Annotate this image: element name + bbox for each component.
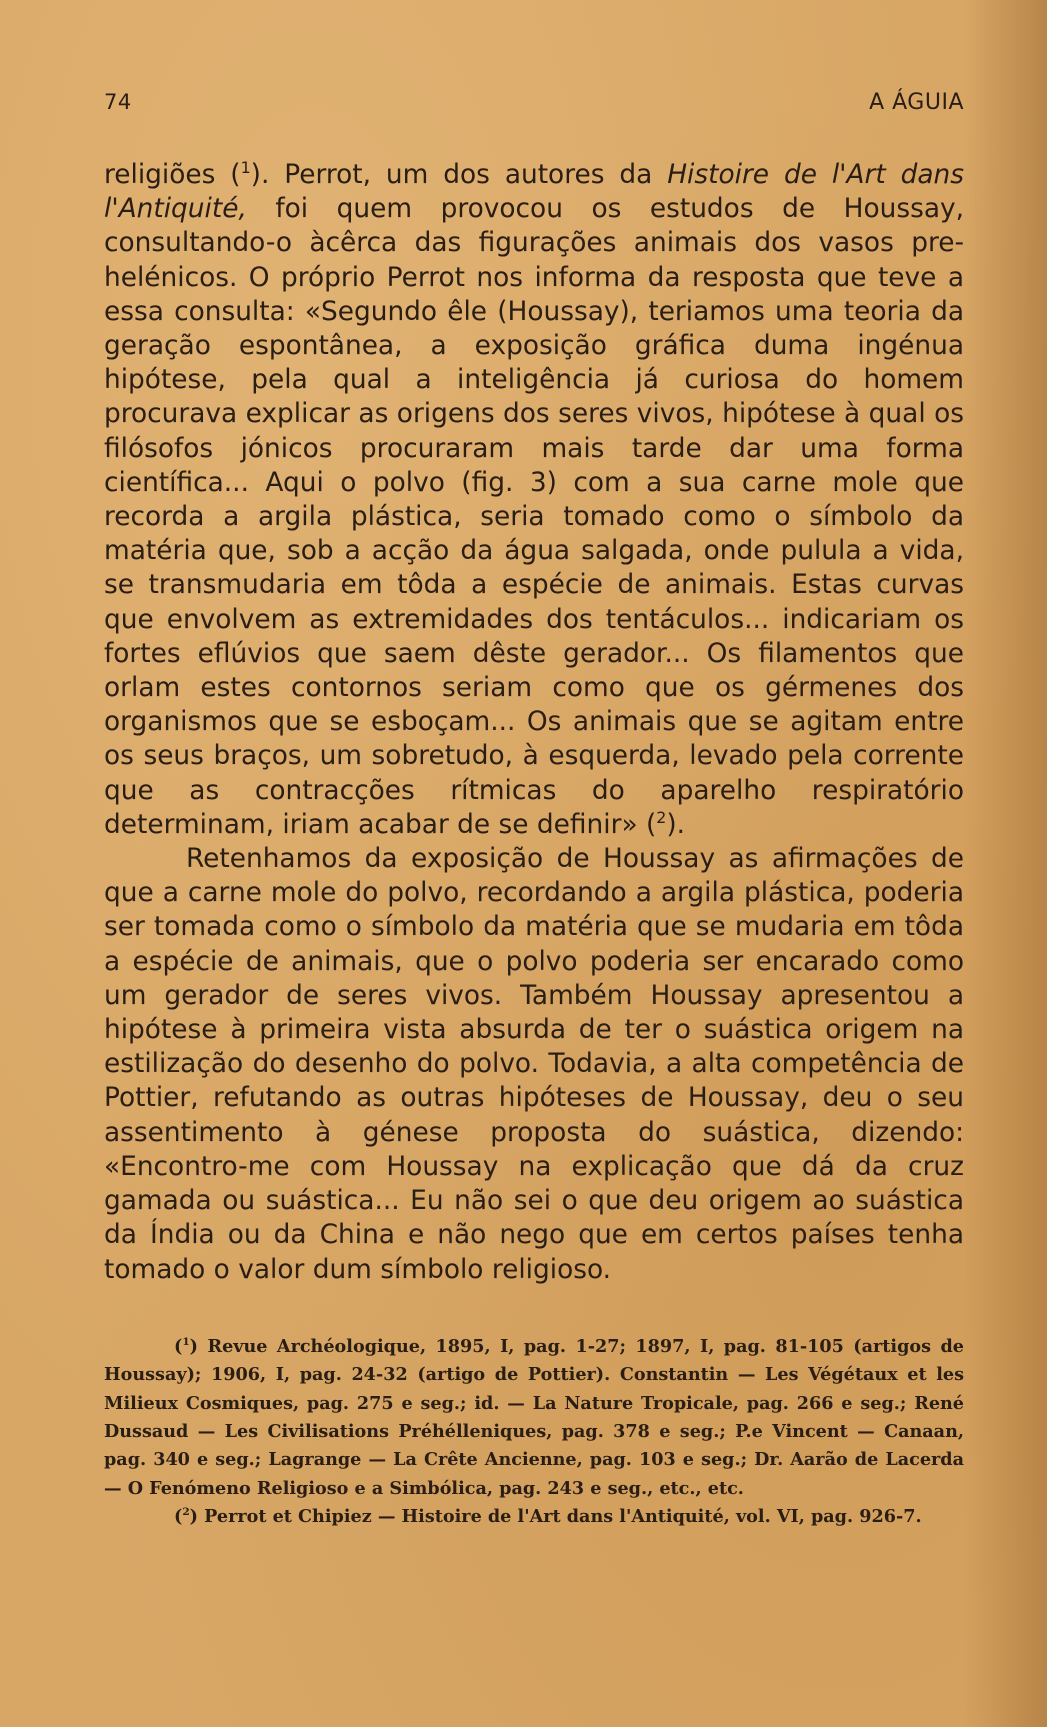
page-number: 74 (104, 90, 132, 114)
footnote-ref-1: 1 (240, 158, 251, 178)
running-head (104, 90, 964, 130)
footnote-1-text: Revue Archéologique, 1895, I, pag. 1-27; 1897, I, pag. 81-105 (artigos de Houssay); 1906, I, pag. 24-32 (artigo de Pottier). Constantin — Les Végétaux et les Milieux Cosmiques, pag. 275 e seg.; id. — La Nature Tropicale, pag. 266 e seg.; René Dussaud — Les Civilisations Préhélleniques, pag. 378 e seg.; P.e Vincent — Canaan, pag. 340 e seg.; Lagrange — La Crête Ancienne, pag. 103 e seg.; Dr. Aarão de Lacerda — O Fenómeno Religioso e a Simbólica, pag. 243 e seg., etc., etc. (104, 1335, 964, 1499)
journal-title: A ÁGUIA (869, 90, 964, 115)
paragraph-1-text-d: ). (666, 808, 686, 840)
footnote-ref-2: 2 (656, 808, 667, 828)
footnote-2: ($^2$) Perrot et Chipiez — Histoire de l'Art dans l'Antiquité, vol. VI, pag. 926-7. (174, 1506, 922, 1528)
footnotes (104, 1333, 964, 1532)
footnote-2-text: Perrot et Chipiez — Histoire de l'Art dans l'Antiquité, vol. VI, pag. 926-7. (198, 1506, 922, 1528)
paragraph-1 (104, 158, 964, 842)
footnote-1: ($^1$) Revue Archéologique, 1895, I, pag. 1-27; 1897, I, pag. 81-105 (artigos de Houssay); 1906, I, pag. 24-32 (artigo de Pottier). Constantin — Les Végétaux et les Milieux Cosmiques, pag. 275 e seg.; id. — La Nature Tropicale, pag. 266 e seg.; René Dussaud — Les Civilisations Préhélleniques, pag. 378 e seg.; P.e Vincent — Canaan, pag. 340 e seg.; Lagrange — La Crête Ancienne, pag. 103 e seg.; Dr. Aarão de Lacerda — O Fenómeno Religioso e a Simbólica, pag. 243 e seg., etc., etc. (104, 1335, 964, 1499)
footnote-1-marker: 1 (182, 1335, 190, 1348)
body-text (104, 158, 964, 1287)
paragraph-1-text-a: religiões ( (104, 159, 241, 190)
book-title-italic: Histoire de l'Art dans l'Antiquité, (104, 159, 964, 225)
paragraph-2: Retenhamos da exposição de Houssay as afirmações de que a carne mole do polvo, recordando a argila plástica, poderia ser tomada como o símbolo da matéria que se mudaria em tôda a espécie de animais, que o polvo poderia ser encarado como um gerador de seres vivos. Também Houssay apresentou a hipótese à primeira vista absurda de ter o suástica origem na estilização do desenho do polvo. Todavia, a alta competência de Pottier, refutando as outras hipóteses de Houssay, deu o seu assentimento à génese proposta do suástica, dizendo: «Encontro-me com Houssay na explicação que dá da cruz gamada ou suástica... Eu não sei o que deu origem ao suástica da Índia ou da China e não nego que em certos países tenha tomado o valor dum símbolo religioso. (104, 843, 964, 1285)
book-page (104, 90, 964, 1532)
footnote-2-marker: 2 (182, 1506, 190, 1519)
paragraph-1-text-c: foi quem provocou os estudos de Houssay, consultando-o àcêrca das figurações animais dos vasos pre-helénicos. O próprio Perrot nos informa da resposta que teve a essa consulta: «Segundo êle (Houssay), teriamos uma teoria da geração espontânea, a exposição gráfica duma ingénua hipótese, pela qual a inteligência já curiosa do homem procurava explicar as origens dos seres vivos, hipótese à qual os filósofos jónicos procuraram mais tarde dar uma forma científica... Aqui o polvo (fig. 3) com a sua carne mole que recorda a argila plástica, seria tomado como o símbolo da matéria que, sob a acção da água salgada, onde pulula a vida, se transmudaria em tôda a espécie de animais. Estas curvas que envolvem as extremidades dos tentáculos... indicariam os fortes eflúvios que saem dêste gerador... Os filamentos que orlam estes contornos seriam como que os gérmenes dos organismos que se esboçam... Os animais que se agitam entre os seus braços, um sobretudo, à esquerda, levado pela corrente que as contracções rítmicas do aparelho respiratório determinam, iriam acabar de se definir» ( (104, 193, 964, 840)
paragraph-1-text-b: ). Perrot, um dos autores da (250, 159, 668, 190)
